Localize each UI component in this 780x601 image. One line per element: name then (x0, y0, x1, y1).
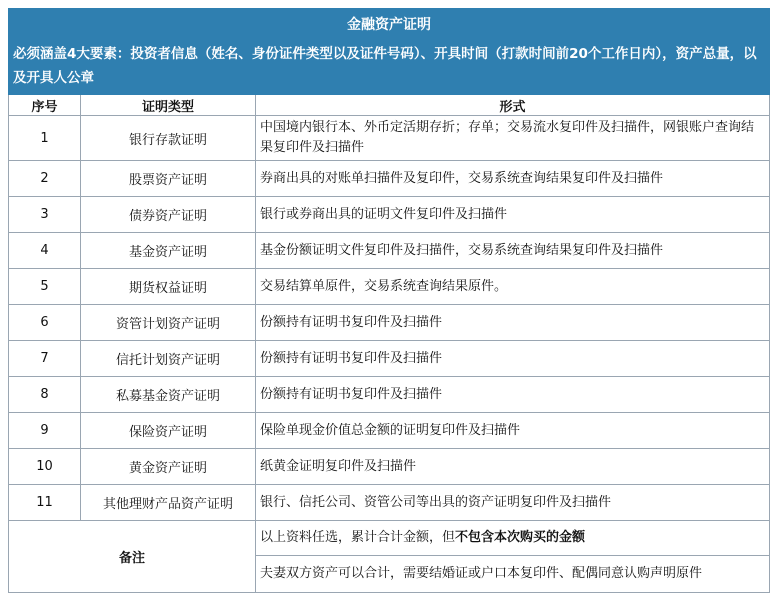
row-no: 8 (9, 377, 81, 413)
row-type: 债券资产证明 (81, 197, 256, 233)
row-form: 券商出具的对账单扫描件及复印件，交易系统查询结果复印件及扫描件 (256, 161, 770, 197)
title-row (9, 9, 770, 40)
note-label: 备注 (9, 521, 256, 593)
requirement-row (9, 40, 770, 95)
row-no: 6 (9, 305, 81, 341)
table-row (9, 449, 770, 485)
row-form: 交易结算单原件，交易系统查询结果原件。 (256, 269, 770, 305)
note-line-1-bold: 不包含本次购买的金额 (455, 530, 586, 545)
header-no: 序号 (9, 95, 81, 116)
row-form: 份额持有证明书复印件及扫描件 (256, 377, 770, 413)
row-form: 银行、信托公司、资管公司等出具的资产证明复印件及扫描件 (256, 485, 770, 521)
row-type: 其他理财产品资产证明 (81, 485, 256, 521)
row-type: 基金资产证明 (81, 233, 256, 269)
column-header-row (9, 95, 770, 116)
requirement-text: 必须涵盖4大要素：投资者信息（姓名、身份证件类型以及证件号码）、开具时间（打款时间前20个工作日内），资产总量，以及开具人公章 (9, 40, 770, 95)
note-line-1-prefix: 以上资料任选，累计合计金额，但 (260, 530, 456, 545)
table-row (9, 233, 770, 269)
row-type: 黄金资产证明 (81, 449, 256, 485)
row-type: 资管计划资产证明 (81, 305, 256, 341)
row-no: 7 (9, 341, 81, 377)
row-no: 5 (9, 269, 81, 305)
table-row (9, 341, 770, 377)
table-row (9, 413, 770, 449)
row-form: 份额持有证明书复印件及扫描件 (256, 305, 770, 341)
asset-proof-table (8, 8, 770, 593)
row-type: 私募基金资产证明 (81, 377, 256, 413)
sheet-title: 金融资产证明 (9, 9, 770, 40)
header-form: 形式 (256, 95, 770, 116)
row-no: 4 (9, 233, 81, 269)
row-no: 1 (9, 116, 81, 161)
row-type: 保险资产证明 (81, 413, 256, 449)
row-no: 2 (9, 161, 81, 197)
table-row (9, 485, 770, 521)
row-type: 期货权益证明 (81, 269, 256, 305)
row-form: 基金份额证明文件复印件及扫描件，交易系统查询结果复印件及扫描件 (256, 233, 770, 269)
table-row (9, 161, 770, 197)
row-no: 9 (9, 413, 81, 449)
row-type: 信托计划资产证明 (81, 341, 256, 377)
row-type: 股票资产证明 (81, 161, 256, 197)
table-row (9, 197, 770, 233)
row-no: 10 (9, 449, 81, 485)
row-form: 中国境内银行本、外币定活期存折；存单；交易流水复印件及扫描件，网银账户查询结果复印件及扫描件 (256, 116, 770, 161)
row-no: 3 (9, 197, 81, 233)
row-no: 11 (9, 485, 81, 521)
row-form: 份额持有证明书复印件及扫描件 (256, 341, 770, 377)
table-row (9, 116, 770, 161)
table-row (9, 305, 770, 341)
table-row (9, 269, 770, 305)
header-type: 证明类型 (81, 95, 256, 116)
table-row (9, 377, 770, 413)
note-row (9, 521, 770, 556)
row-form: 纸黄金证明复印件及扫描件 (256, 449, 770, 485)
row-form: 银行或券商出具的证明文件复印件及扫描件 (256, 197, 770, 233)
row-form: 保险单现金价值总金额的证明复印件及扫描件 (256, 413, 770, 449)
row-type: 银行存款证明 (81, 116, 256, 161)
asset-proof-sheet (8, 8, 769, 593)
note-line-1 (256, 521, 770, 556)
note-line-2: 夫妻双方资产可以合计，需要结婚证或户口本复印件、配偶同意认购声明原件 (256, 556, 770, 593)
